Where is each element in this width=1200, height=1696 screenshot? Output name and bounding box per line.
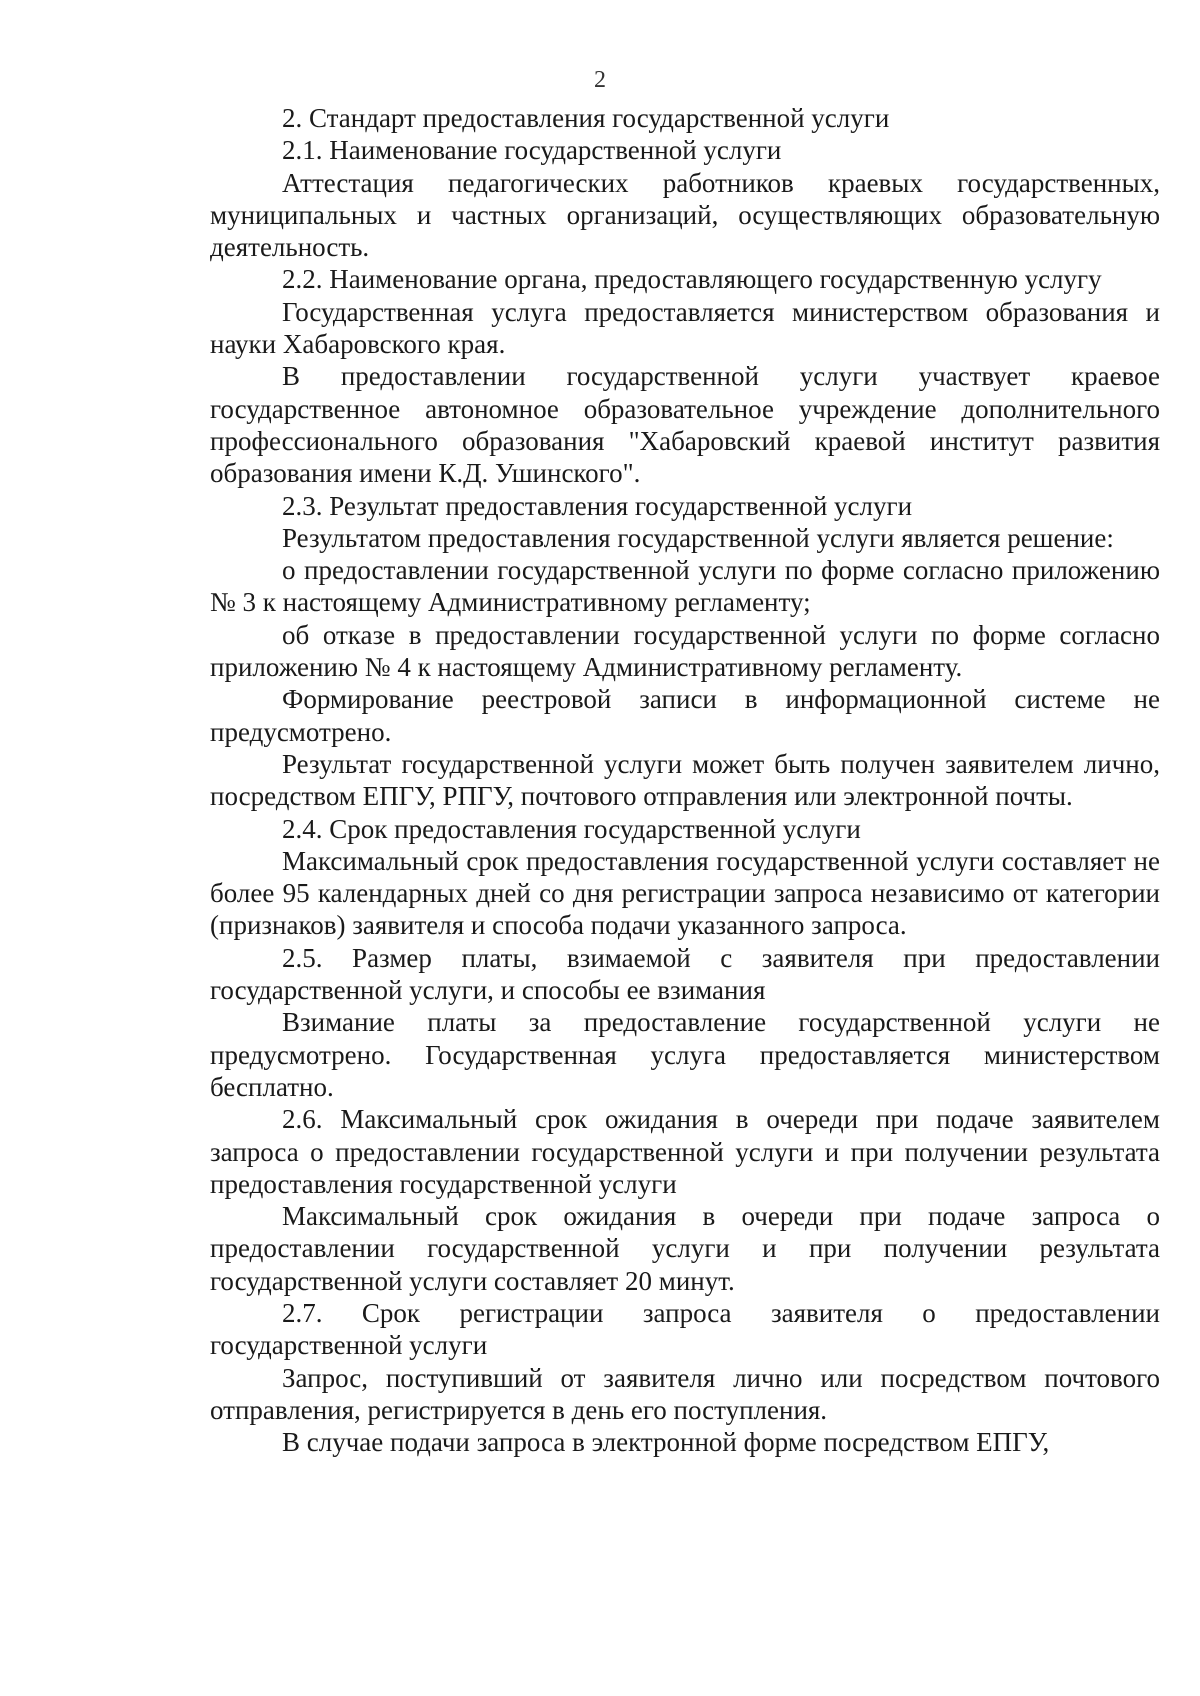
subsection-heading: 2.6. Максимальный срок ожидания в очереди при подаче заявителем запроса о предоставлении государственной услуги и при получении результата предоставления государственной услуги xyxy=(210,1104,1160,1199)
paragraph: об отказе в предоставлении государственной услуги по форме согласно приложению № 4 к настоящему Административному регламенту. xyxy=(210,619,1160,683)
paragraph: В случае подачи запроса в электронной форме посредством ЕПГУ, xyxy=(282,1427,1050,1458)
page-number: 2 xyxy=(594,67,606,93)
paragraph: Результатом предоставления государственной услуги является решение: xyxy=(282,522,1114,553)
paragraph: о предоставлении государственной услуги по форме согласно приложению № 3 к настоящему Административному регламенту; xyxy=(210,555,1160,618)
subsection-heading: 2.2. Наименование органа, предоставляющего государственную услугу xyxy=(282,264,1102,295)
paragraph: Максимальный срок предоставления государственной услуги составляет не более 95 календарных дней со дня регистрации запроса независимо от категории (признаков) заявителя и способа подачи указанного запроса. xyxy=(210,845,1160,941)
paragraph: Формирование реестровой записи в информационной системе не предусмотрено. xyxy=(210,684,1160,747)
paragraph: Взимание платы за предоставление государственной услуги не предусмотрено. Государственная услуга предоставляется министерством бесплатно. xyxy=(210,1007,1160,1102)
subsection-heading: 2.3. Результат предоставления государственной услуги xyxy=(282,490,913,521)
subsection-heading: 2.1. Наименование государственной услуги xyxy=(282,135,782,166)
paragraph: Результат государственной услуги может быть получен заявителем лично, посредством ЕПГУ, РПГУ, почтового отправления или электронной почты. xyxy=(210,748,1160,812)
paragraph: Государственная услуга предоставляется министерством образования и науки Хабаровского края. xyxy=(210,296,1160,360)
paragraph: Аттестация педагогических работников краевых государственных, муниципальных и частных организаций, осуществляющих образовательную деятельность. xyxy=(210,167,1160,263)
paragraph: Максимальный срок ожидания в очереди при подаче запроса о предоставлении государственной услуги и при получении результата государственной услуги составляет 20 минут. xyxy=(210,1201,1160,1296)
section-heading: 2. Стандарт предоставления государственной услуги xyxy=(282,103,890,133)
subsection-heading: 2.7. Срок регистрации запроса заявителя о предоставлении государственной услуги xyxy=(210,1297,1160,1361)
subsection-heading: 2.4. Срок предоставления государственной услуги xyxy=(282,813,861,844)
document-body xyxy=(210,102,1160,1458)
paragraph: В предоставлении государственной услуги участвует краевое государственное автономное образовательное учреждение дополнительного профессионального образования "Хабаровский краевой институт развития образования имени К.Д. Ушинского". xyxy=(210,361,1160,489)
subsection-heading: 2.5. Размер платы, взимаемой с заявителя при предоставлении государственной услуги, и способы ее взимания xyxy=(210,942,1160,1006)
paragraph: Запрос, поступивший от заявителя лично или посредством почтового отправления, регистрируется в день его поступления. xyxy=(210,1362,1160,1425)
